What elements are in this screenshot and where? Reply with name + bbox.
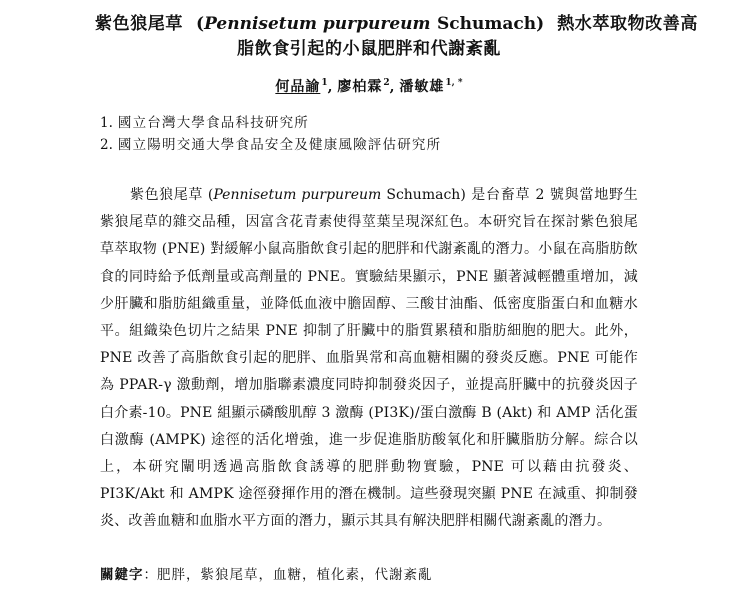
title-open-paren: ( — [196, 14, 205, 34]
title-authority: Schumach — [437, 14, 537, 34]
author-3-affiliation-marker: 1, * — [445, 78, 463, 89]
affiliation-item-1 — [100, 112, 643, 134]
keywords-colon: ： — [143, 566, 157, 583]
author-1-affiliation-marker: 1 — [321, 78, 328, 89]
author-2 — [337, 79, 389, 95]
abstract-paragraph — [100, 182, 638, 536]
affiliation-item-2 — [100, 134, 643, 156]
author-3-name: 潘敏雄 — [399, 79, 445, 95]
abstract-species-italic: Pennisetum purpureum — [213, 187, 382, 203]
author-1 — [275, 79, 327, 95]
abstract-section — [0, 182, 738, 536]
author-3 — [399, 79, 462, 95]
abstract-segment-2: ) 是台畜草 2 號與當地野生紫狼尾草的雜交品種，因富含花青素使得莖葉呈現深紅色。本研究旨在探討紫色狼尾草萃取物 (PNE) 對緩解小鼠高脂飲食引起的肥胖和代謝紊亂的潛力。小鼠在高脂肪飲食的同時給予低劑量或高劑量的 PNE。實驗結果顯示，PNE 顯著減輕體重增加，減少肝臟和脂肪組織重量，並降低血液中膽固醇、三酸甘油酯、低密度脂蛋白和血糖水平。組織染色切片之結果 PNE 抑制了肝臟中的脂質累積和脂肪細胞的肥大。此外，PNE 改善了高脂飲食引起的肥胖、血脂異常和高血糖相關的發炎反應。PNE 可能作為 PPAR-γ 激動劑，增加脂聯素濃度同時抑制發炎因子，並提高肝臟中的抗發炎因子白介素-10。PNE 組顯示磷酸肌醇 3 激酶 (PI3K)/蛋白激酶 B (Akt) 和 AMP 活化蛋白激酶 (AMPK) 途徑的活化增強，進一步促進脂肪酸氧化和肝臟脂肪分解。綜合以上，本研究闡明透過高脂飲食誘導的肥胖動物實驗，PNE 可以藉由抗發炎、PI3K/Akt 和 AMPK 途徑發揮作用的潛在機制。這些發現突顯 PNE 在減重、抑制發炎、改善血糖和血脂水平方面的潛力，顯示其具有解決肥胖相關代謝紊亂的潛力。 — [100, 187, 638, 530]
keywords-values: 肥胖，紫狼尾草，血糖，植化素，代謝紊亂 — [157, 566, 433, 583]
affiliation-2-text: 國立陽明交通大學食品安全及健康風險評估研究所 — [117, 137, 442, 153]
author-2-name: 廖柏霖 — [337, 79, 383, 95]
author-separator-2: , — [389, 79, 400, 95]
title-prefix: 紫色狼尾草 — [95, 14, 183, 34]
abstract-segment-1: 紫色狼尾草 ( — [130, 187, 214, 203]
affiliation-list — [0, 112, 738, 156]
title-suffix: 熱水萃取物改善高 — [557, 14, 698, 34]
page-title-line-2: 脂飲食引起的小鼠肥胖和代謝紊亂 — [237, 39, 501, 59]
title-species-italic: Pennisetum purpureum — [204, 14, 431, 34]
title-block — [0, 0, 738, 62]
affiliation-2-number: 2. — [100, 137, 113, 153]
affiliation-1-text: 國立台灣大學食品科技研究所 — [117, 115, 309, 131]
abstract-authority: Schumach — [381, 187, 461, 203]
keywords-label: 關鍵字 — [100, 566, 144, 583]
author-2-affiliation-marker: 2 — [383, 78, 390, 89]
affiliation-1-number: 1. — [100, 115, 113, 131]
author-list — [0, 76, 738, 96]
page-title-line-1 — [95, 12, 698, 37]
title-close-paren: ) — [536, 14, 545, 34]
author-1-name: 何品諭 — [275, 79, 321, 95]
author-separator-1: , — [327, 79, 338, 95]
keywords-section — [0, 564, 738, 586]
